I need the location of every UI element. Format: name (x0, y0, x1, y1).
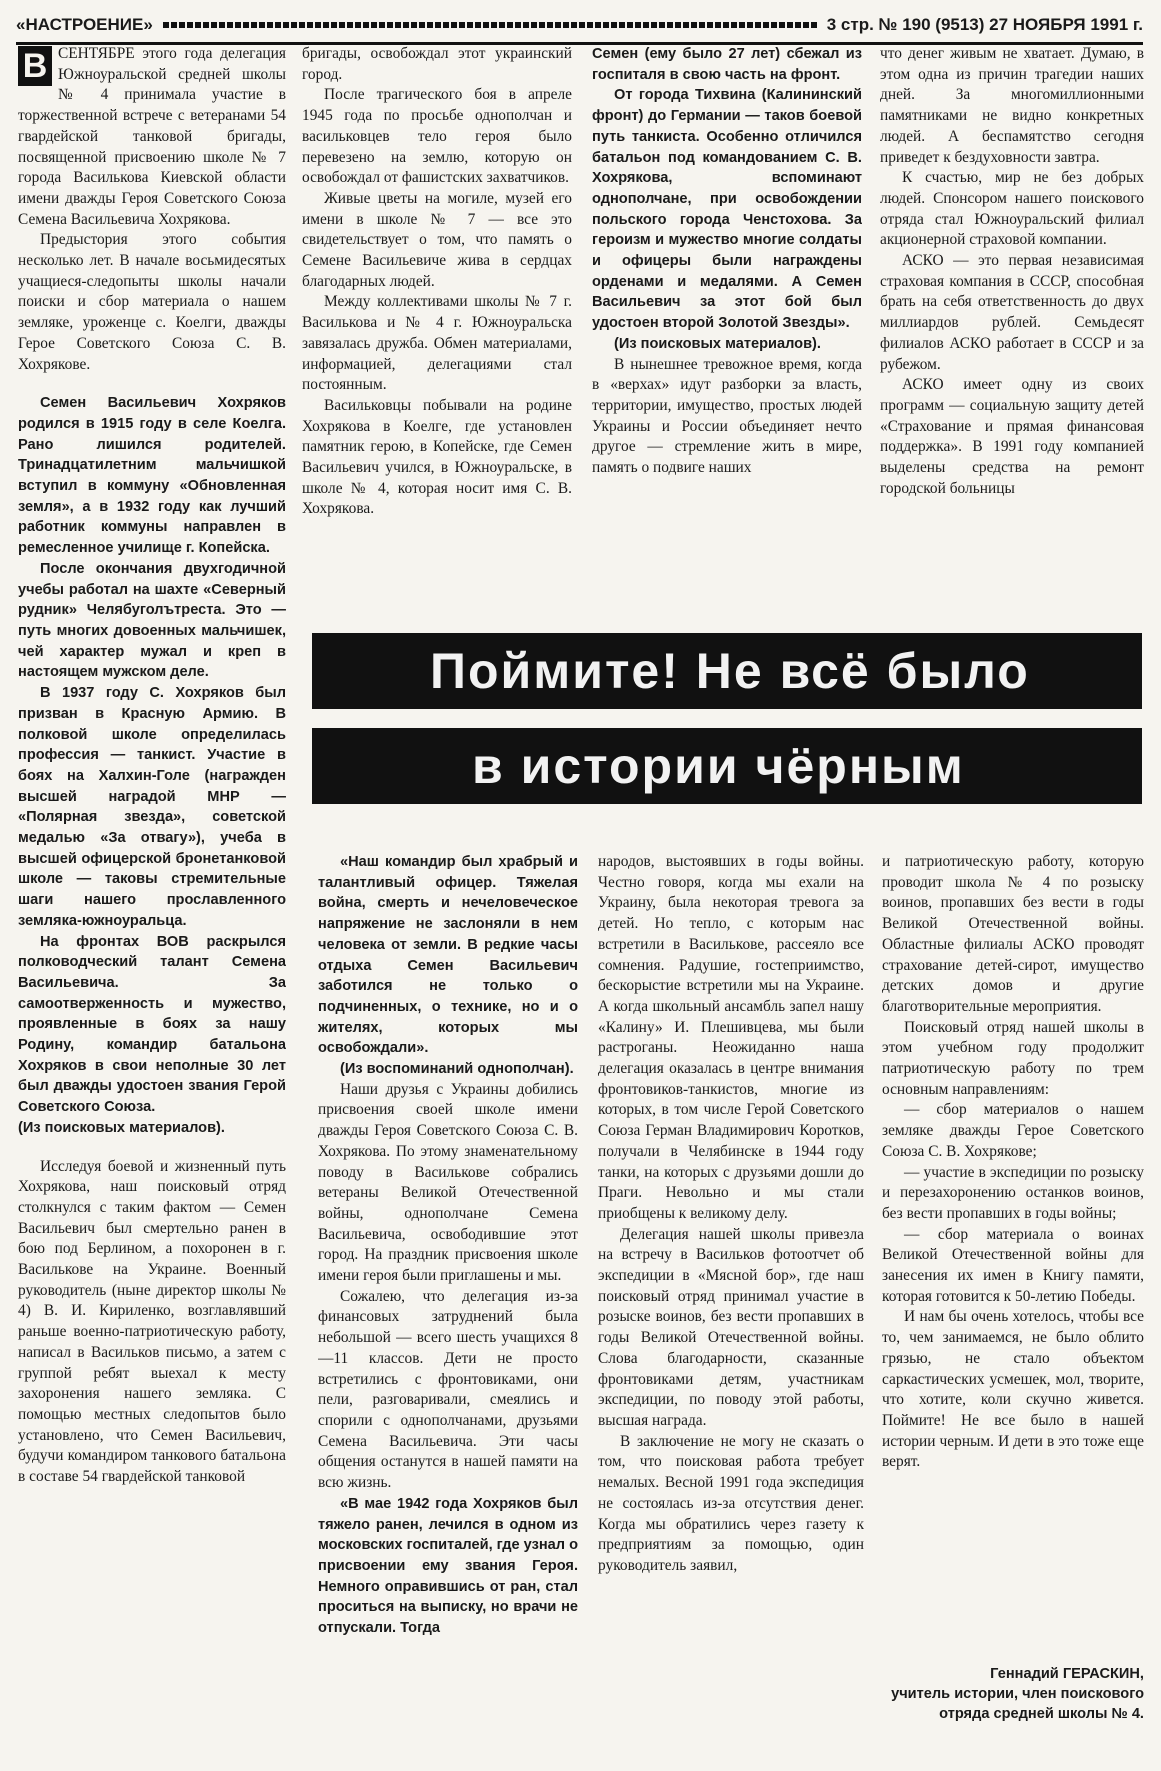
paragraph: Наши друзья с Украины добились присвоения своей школе имени дважды Героя Советского Союза С. В. Хохрякова. По этому знаменательному поводу в Василькове собрались ветераны Великой Отечественной войны, однополчане Семена Васильевича, освободившие этот город. На праздник присвоения школе имени героя были приглашены и мы. (318, 1080, 578, 1285)
paragraph: АСКО имеет одну из своих программ — социальную защиту детей «Страхование и прямая финансовая поддержка». В 1991 году компанией выделены средства на ремонт городской больницы (880, 376, 1144, 497)
drop-cap: В (18, 46, 52, 86)
headline-line-2: в истории чёрным (472, 738, 965, 794)
paragraph: Между коллективами школы № 7 г. Василькова и № 4 г. Южноуральска завязалась дружба. Обмен материалами, информацией, делегациями стал постоянным. (302, 293, 572, 394)
source-note: (Из поисковых материалов). (18, 1119, 225, 1136)
paragraph: Исследуя боевой и жизненный путь Хохрякова, наш поисковый отряд столкнулся с таким фактом — Семен Васильевич был смертельно ранен в бою под Берлином, а похоронен в г. Василькове на Украине. Военный руководитель (ныне директор школы № 4) В. И. Кириленко, возглавлявший раньше военно-патриотическую работу, написал в Васильков письмо, а затем с группой ребят выехал к месту захоронения нашего земляка. С помощью местных следопытов было установлено, что Семен Васильевич, будучи командиром танкового батальона в составе 54 гвардейской танковой (18, 1157, 286, 1486)
paragraph-bold: «В мае 1942 года Хохряков был тяжело ранен, лечился в одном из московских госпиталей, где узнал о присвоении ему звания Героя. Немного оправившись от ран, стал проситься на выписку, но врачи не отпускали. Тогда (318, 1495, 578, 1637)
headline-banner-1 (312, 633, 1142, 709)
author-signature (882, 1664, 1144, 1724)
headline-banner-2 (312, 728, 1142, 804)
paragraph-bold: От города Тихвина (Калининский фронт) до Германии — таков боевой путь танкиста. Особенно отличился батальон под командованием С. В. Хохрякова, вспоминают однополчане, при освобождении польского города Ченстохова. За героизм и мужество многие солдаты и офицеры были награждены орденами и медалями. А Семен Васильевич за этот бой был удостоен второй Золотой Звезды». (592, 87, 862, 332)
paragraph: Васильковцы побывали на родине Хохрякова в Коелге, где установлен памятник герою, в Копейске, где Семен Васильевич учился, в Южноуральске, в школе № 4, которая носит имя С. В. Хохрякова. (302, 396, 572, 518)
paragraph: Предыстория этого события несколько лет. В начале восьмидесятых учащиеся-следопыты школы начали поиски и сбор материала о нашем земляке, уроженце с. Коелги, дважды Герое Советского Союза С. В. Хохрякове. (18, 231, 286, 373)
list-item: — сбор материала о воинах Великой Отечественной войны для занесения их имен в Книгу памяти, которая готовится к 50-летию Победы. (882, 1225, 1144, 1305)
column-4-upper (880, 44, 1144, 614)
paragraph: После трагического боя в апреле 1945 года по просьбе однополчан и васильковцев тело героя было перевезено на землю, которую он освобождал от фашистских захватчиков. (302, 86, 572, 187)
column-5-lower (318, 852, 578, 1760)
author-name: Геннадий ГЕРАСКИН, (990, 1666, 1144, 1682)
paragraph-bold: Семен Васильевич Хохряков родился в 1915 году в селе Коелга. Рано лишился родителей. Тринадцатилетним мальчишкой вступил в коммуну «Обновленная земля», а в 1932 году как лучший работник коммуны направлен в ремесленное училище г. Копейска. (18, 395, 286, 557)
article-intro: В СЕНТЯБРЕ этого года делегация Южноуральской средней школы № 4 принимала участие в торжественной встрече с ветеранами 54 гвардейской танковой бригады, посвященной присвоению школе № 7 города Василькова Киевской области имени дважды Героя Советского Союза Семена Васильевича Хохрякова. (18, 45, 286, 228)
source-note: (Из воспоминаний однополчан). (340, 1061, 574, 1078)
column-3-upper (592, 44, 862, 614)
paragraph: Поисковый отряд нашей школы в этом учебном году продолжит патриотическую работу по трем основным направлениям: (882, 1018, 1144, 1098)
issue-info: 3 стр. № 190 (9513) 27 НОЯБРЯ 1991 г. (826, 15, 1143, 34)
paragraph: бригады, освобождал этот украинский город. (302, 45, 572, 83)
paragraph-bold: «Наш командир был храбрый и талантливый офицер. Тяжелая война, смерть и нечеловеческое напряжение не заслоняли в нем человека от земли. В редкие часы отдыха Семен Васильевич заботился не только о подчиненных, о технике, но и о жителях, которых мы освобождали». (318, 854, 578, 1057)
column-2-upper (302, 44, 572, 614)
paragraph: К счастью, мир не без добрых людей. Спонсором нашего поискового отряда стал Южноуральский филиал акционерной страховой компании. (880, 169, 1144, 249)
paragraph: АСКО — это первая независимая страховая компания в СССР, способная брать на себя ответственность до двух миллиардов рублей. Семьдесят филиалов АСКО работает в СССР и за рубежом. (880, 252, 1144, 373)
column-6-lower (598, 852, 864, 1760)
author-role: учитель истории, член поискового отряда средней школы № 4. (891, 1686, 1144, 1722)
paragraph: В нынешнее тревожное время, когда в «верхах» идут разборки за власть, территории, имущество, простых людей Украины и России объединяет нечто другое — стремление жить в мире, память о подвиге наших (592, 355, 862, 477)
source-note: (Из поисковых материалов). (614, 335, 821, 352)
section-title: «НАСТРОЕНИЕ» (16, 15, 153, 34)
paragraph: И нам бы очень хотелось, чтобы все то, чем занимаемся, не было облито грязью, не стало объектом саркастических усмешек, мол, творите, что хотите, коли скучно живется. Поймите! Не все было в нашей истории черным. И дети в это тоже еще верят. (882, 1308, 1144, 1471)
paragraph-bold: После окончания двухгодичной учебы работал на шахте «Северный рудник» Челябуголътреста. Это — путь многих довоенных мальчишек, чей характер мужал и креп в настоящем мужском деле. (18, 560, 286, 681)
paragraph-bold: Семен (ему было 27 лет) сбежал из госпиталя в свою часть на фронт. (592, 46, 862, 83)
paragraph-bold: На фронтах ВОВ раскрылся полководческий талант Семена Васильевича. За самоотверженность и мужество, проявленные в боях за нашу Родину, командир батальона Хохряков в свои неполные 30 лет был дважды удостоен звания Герой Советского Союза. (18, 933, 286, 1116)
paragraph: что денег живым не хватает. Думаю, в этом одна из причин трагедии наших дней. За многомиллионными памятниками не видно конкретных людей. А беспамятство сегодня приведет к бездуховности завтра. (880, 45, 1144, 166)
paragraph: Делегация нашей школы привезла на встречу в Васильков фотоотчет об экспедиции в «Мясной бор», где наш поисковый отряд принимал участие в розыске воинов, без вести пропавших в годы Великой Отечественной войны. Слова благодарности, сказанные фронтовиками детям, участникам экспедиции, по поводу этой работы, высшая награда. (598, 1225, 864, 1429)
column-7-lower (882, 852, 1144, 1660)
column-1 (18, 44, 286, 1760)
paragraph: Сожалею, что делегация из-за финансовых затруднений была небольшой — всего шесть учащихся 8—11 классов. Дети не просто встретились с фронтовиками, они пели, разговаривали, смеялись и спорили с однополчанами, друзьями Семена Васильевича. Эти часы общения останутся в нашей памяти на всю жизнь. (318, 1287, 578, 1492)
paragraph: В заключение не могу не сказать о том, что поисковая работа требует немалых. Весной 1991 года экспедиция не состоялась из-за отсутствия денег. Когда мы обратились через газету к предприятиям за помощью, один руководитель заявил, (598, 1432, 864, 1574)
list-item: — сбор материалов о нашем земляке дважды Герое Советского Союза С. В. Хохрякове; (882, 1101, 1144, 1160)
paragraph: и патриотическую работу, которую проводит школа № 4 по розыску воинов, пропавших без вести в годы Великой Отечественной войны. Областные филиалы АСКО проводят страхование детей-сирот, имущество детских домов и другие благотворительные мероприятия. (882, 853, 1144, 1015)
headline-line-1: Поймите! Не всё было (430, 643, 1030, 699)
paragraph: народов, выстоявших в годы войны. Честно говоря, когда мы ехали на Украину, была некоторая тревога за детей. Но тепло, с которым нас встретили в Василькове, рассеяло все сомнения. Радушие, гостеприимство, бескорыстие встретили мы на Украине. А когда школьный ансамбль запел нашу «Калину» И. Плешивцева, мы были растроганы. Неожиданно наша делегация оказалась в центре внимания фронтовиков-танкистов, многие из которых, в том числе Герой Советского Союза Герман Владимирович Коротков, получали в Челябинске в 1944 году танки, на которых с друзьями дошли до Праги. Невольно и мы стали приобщены к великому делу. (598, 853, 864, 1222)
list-item: — участие в экспедиции по розыску и перезахоронению останков воинов, без вести пропавших в годы войны; (882, 1163, 1144, 1222)
paragraph-bold: В 1937 году С. Хохряков был призван в Красную Армию. В полковой школе определилась профессия — танкист. Участие в боях на Халхин-Голе (награжден высшей наградой МНР — «Полярная звезда», советской медалью «За отвагу»), учеба в высшей офицерской бронетанковой школе — таковы стремительные шаги нашего прославленного земляка-южноуральца. (18, 685, 286, 929)
masthead-rule (163, 22, 817, 28)
paragraph: Живые цветы на могиле, музей его имени в школе № 7 — все это свидетельствует о том, что память о Семене Васильевиче жива в сердцах благодарных людей. (302, 189, 572, 290)
masthead (16, 8, 1143, 45)
